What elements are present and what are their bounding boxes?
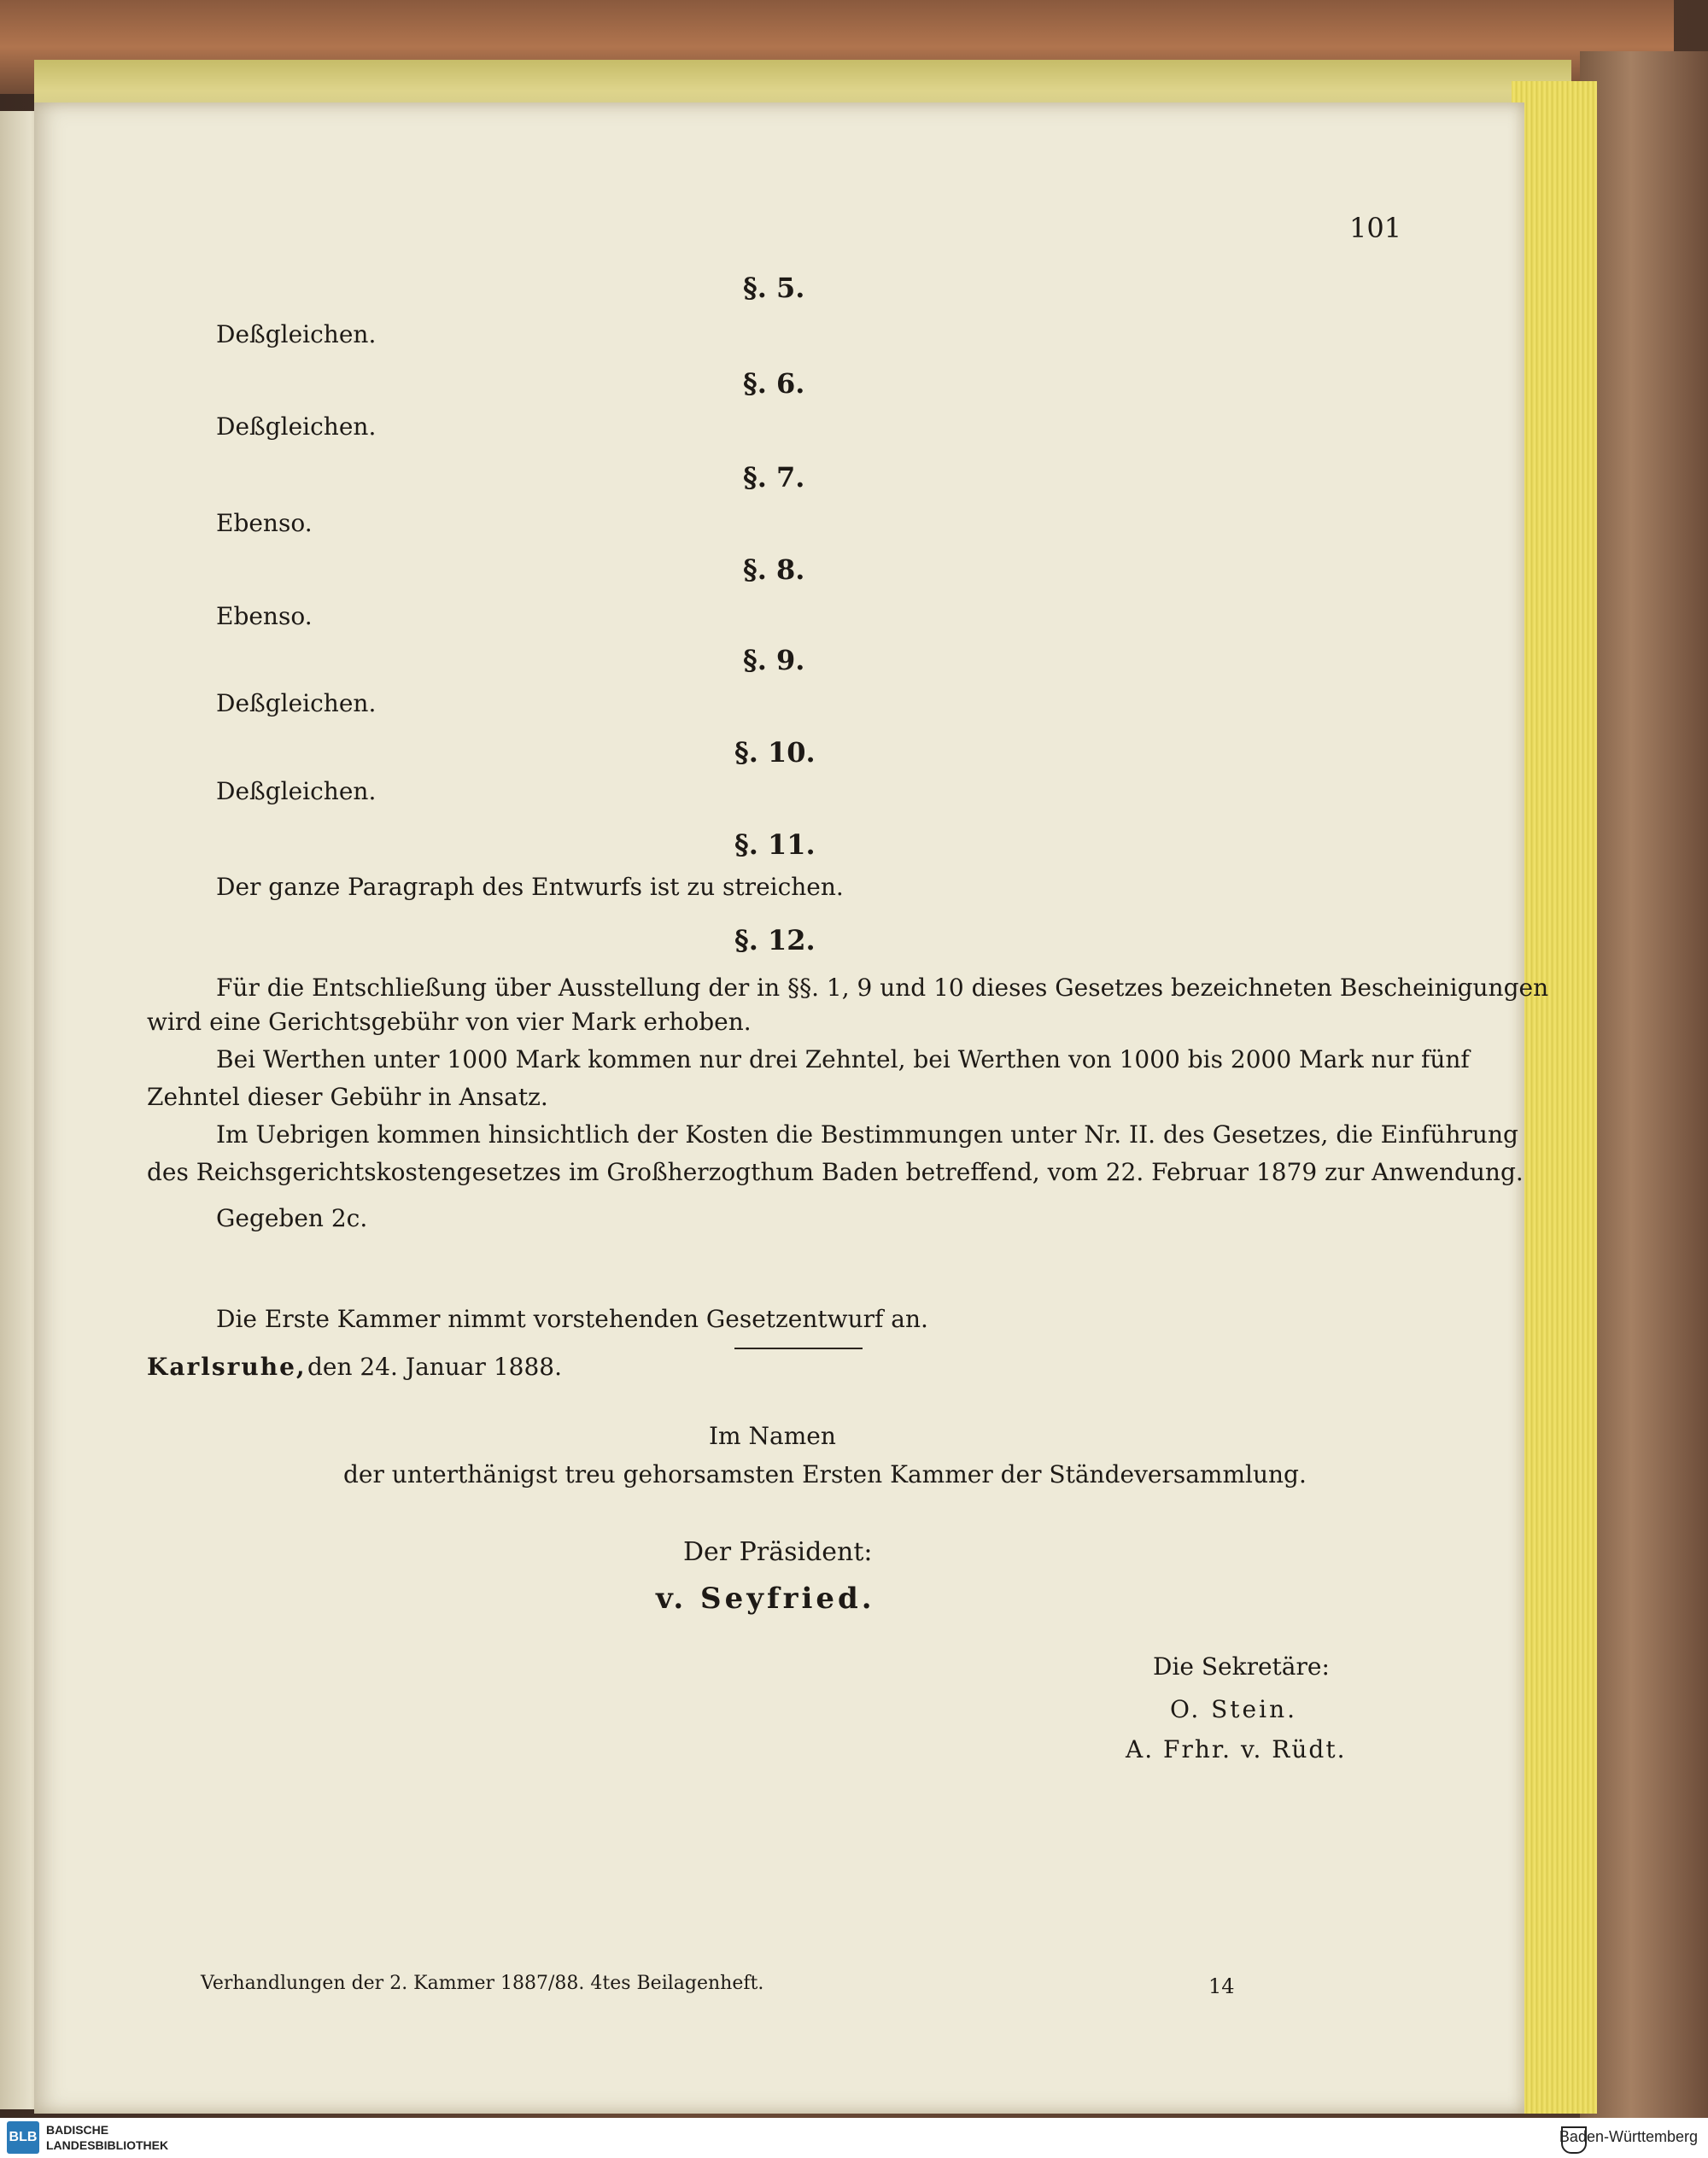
library-name-line: BADISCHE <box>46 2123 109 2137</box>
section-text: Der ganze Paragraph des Entwurfs ist zu streichen. <box>216 873 844 901</box>
body-line: wird eine Gerichtsgebühr von vier Mark erhoben. <box>147 1008 752 1036</box>
page-stack-edge <box>1512 81 1597 2114</box>
resolution-line: Die Erste Kammer nimmt vorstehenden Gesetzentwurf an. <box>216 1305 928 1333</box>
section-text: Deßgleichen. <box>216 777 377 805</box>
book-cover-right <box>1580 51 1708 2118</box>
divider-rule <box>734 1348 863 1349</box>
section-heading: §. 6. <box>743 367 805 400</box>
page-number: 101 <box>1349 212 1402 244</box>
signature-mark: 14 <box>1208 1974 1235 1998</box>
section-text: Ebenso. <box>216 509 313 537</box>
section-text: Deßgleichen. <box>216 689 377 717</box>
section-text: Deßgleichen. <box>216 412 377 441</box>
library-logo-icon: BLB <box>7 2121 39 2154</box>
section-heading: §. 9. <box>743 644 805 676</box>
body-line: Bei Werthen unter 1000 Mark kommen nur drei Zehntel, bei Werthen von 1000 bis 2000 Mark nur fünf <box>216 1045 1470 1073</box>
body-line: Im Uebrigen kommen hinsichtlich der Kosten die Bestimmungen unter Nr. II. des Gesetzes, die Einführung <box>216 1120 1518 1149</box>
viewer-bottom-bar <box>0 2118 1708 2158</box>
body-line: Zehntel dieser Gebühr in Ansatz. <box>147 1083 548 1111</box>
place: Karlsruhe, <box>147 1353 307 1381</box>
chamber-line: der unterthänigst treu gehorsamsten Ersten Kammer der Ständeversammlung. <box>343 1460 1307 1488</box>
page-footer: Verhandlungen der 2. Kammer 1887/88. 4tes Beilagenheft. <box>201 1973 764 1994</box>
president-title: Der Präsident: <box>683 1537 873 1567</box>
section-heading: §. 12. <box>734 924 816 956</box>
section-text: Ebenso. <box>216 602 313 630</box>
secretary-name: O. Stein. <box>1170 1695 1298 1723</box>
given-line: Gegeben 2c. <box>216 1204 368 1232</box>
secretaries-title: Die Sekretäre: <box>1153 1652 1330 1681</box>
library-name-line: LANDESBIBLIOTHEK <box>46 2138 169 2152</box>
section-heading: §. 10. <box>734 736 816 769</box>
body-line: des Reichsgerichtskostengesetzes im Großherzogthum Baden betreffend, vom 22. Februar 1879 zur Anwendung. <box>147 1158 1524 1186</box>
section-heading: §. 11. <box>734 828 816 861</box>
section-heading: §. 8. <box>743 553 805 586</box>
library-name <box>46 2122 168 2153</box>
document-page <box>34 102 1549 2114</box>
section-text: Deßgleichen. <box>216 320 377 348</box>
president-name: v. Seyfried. <box>656 1582 875 1616</box>
in-name-line: Im Namen <box>709 1422 836 1450</box>
body-line: Für die Entschließung über Ausstellung der in §§. 1, 9 und 10 dieses Gesetzes bezeichneten Bescheinigungen <box>216 974 1549 1002</box>
secretary-name: A. Frhr. v. Rüdt. <box>1126 1735 1347 1763</box>
section-heading: §. 5. <box>743 272 805 304</box>
state-label: Baden-Württemberg <box>1559 2128 1698 2145</box>
section-heading: §. 7. <box>743 461 805 494</box>
date: den 24. Januar 1888. <box>307 1353 562 1381</box>
